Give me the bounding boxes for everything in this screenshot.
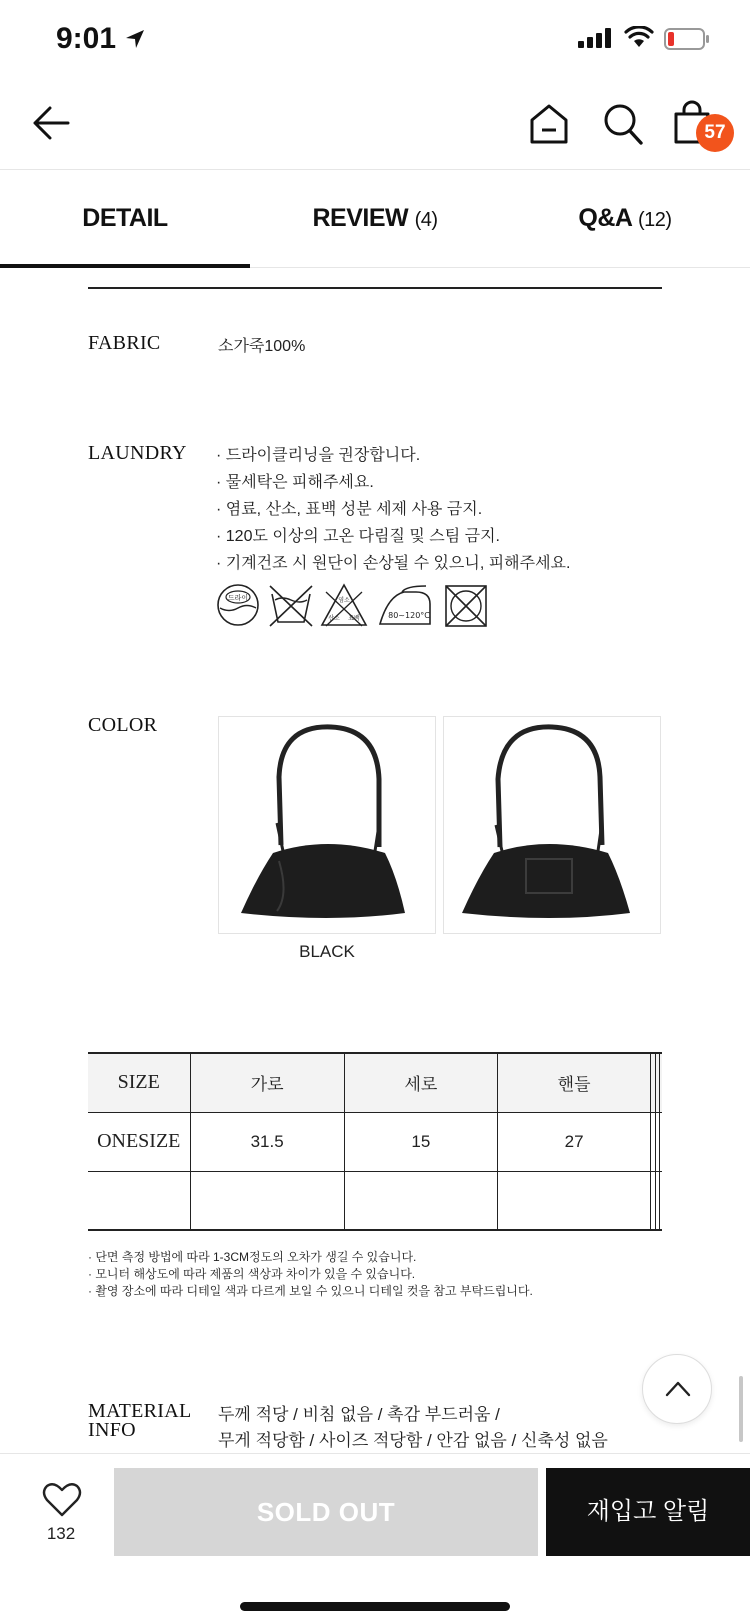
table-row — [88, 1171, 662, 1230]
search-icon[interactable] — [602, 102, 644, 146]
table-header-cell: 핸들 — [497, 1053, 650, 1112]
size-table-header — [88, 1053, 662, 1112]
scroll-to-top-button[interactable] — [642, 1354, 712, 1424]
tab-detail[interactable] — [0, 172, 250, 268]
iron-temp-text: 80~120°C — [388, 611, 430, 620]
table-cell: 15 — [344, 1112, 497, 1171]
table-row — [88, 1112, 662, 1171]
laundry-item: · 120도 이상의 고온 다림질 및 스팀 금지. — [216, 528, 500, 545]
note-item: · 모니터 해상도에 따라 제품의 색상과 차이가 있을 수 있습니다. — [88, 1267, 416, 1281]
table-header-cell: 세로 — [344, 1053, 497, 1112]
wifi-icon — [624, 26, 654, 48]
fabric-value: 소가죽100% — [218, 338, 306, 355]
table-cell: ONESIZE — [88, 1112, 190, 1171]
app-header — [0, 80, 750, 170]
iron-icon — [380, 586, 430, 624]
material-label-line1: MATERIAL — [88, 1400, 192, 1422]
bag-back-image — [444, 717, 660, 933]
color-label: COLOR — [88, 714, 158, 736]
material-line1: 두께 적당 / 비침 없음 / 촉감 부드러움 / — [218, 1405, 500, 1424]
care-symbols — [216, 580, 496, 630]
home-icon[interactable] — [528, 102, 570, 146]
restock-notify-button[interactable]: 재입고 알림 — [546, 1468, 750, 1556]
tab-count: (4) — [414, 209, 438, 231]
bleach-top-text: 염소 — [338, 597, 350, 604]
table-cell — [660, 1112, 662, 1171]
scrollbar[interactable] — [739, 1376, 743, 1442]
bottom-action-bar — [0, 1453, 750, 1623]
battery-low-icon — [664, 28, 710, 50]
no-bleach-icon — [322, 585, 366, 626]
table-cell — [660, 1171, 662, 1230]
dry-clean-icon — [218, 585, 258, 625]
material-line2: 무게 적당함 / 사이즈 적당함 / 안감 없음 / 신축성 없음 — [218, 1431, 608, 1450]
laundry-label: LAUNDRY — [88, 442, 187, 464]
home-indicator — [240, 1602, 510, 1611]
tab-label: Q&A — [578, 204, 632, 232]
laundry-item: · 염료, 산소, 표백 성분 세제 사용 금지. — [216, 501, 483, 518]
size-table — [88, 1052, 662, 1231]
table-cell — [190, 1171, 344, 1230]
laundry-item: · 물세탁은 피해주세요. — [216, 474, 374, 491]
bleach-left-text: 산소 — [328, 615, 340, 622]
table-cell: 31.5 — [190, 1112, 344, 1171]
note-item: · 촬영 장소에 따라 디테일 색과 다르게 보일 수 있으니 디테일 컷을 참고 부탁드립니다. — [88, 1284, 533, 1298]
tab-count: (12) — [638, 209, 672, 231]
status-bar — [0, 0, 750, 80]
section-divider — [88, 287, 662, 289]
material-info-label — [88, 1402, 192, 1440]
chevron-up-icon — [665, 1379, 691, 1399]
laundry-item: · 기계건조 시 원단이 손상될 수 있으니, 피해주세요. — [216, 555, 571, 572]
laundry-item: · 드라이클리닝을 권장합니다. — [216, 447, 421, 464]
no-tumble-dry-icon — [446, 586, 486, 626]
table-cell — [497, 1171, 650, 1230]
no-wash-icon — [270, 586, 312, 626]
material-label-line2: INFO — [88, 1419, 136, 1441]
cellular-signal-icon — [578, 28, 612, 48]
tab-qna[interactable] — [500, 172, 750, 268]
back-arrow-icon[interactable] — [30, 102, 72, 144]
tab-bar — [0, 172, 750, 268]
product-image-back[interactable] — [443, 716, 661, 934]
heart-icon[interactable] — [42, 1482, 82, 1518]
cart-count-badge: 57 — [696, 114, 734, 152]
table-cell: 27 — [497, 1112, 650, 1171]
table-cell — [344, 1171, 497, 1230]
bag-front-image — [219, 717, 435, 933]
table-header-cell: 가로 — [190, 1053, 344, 1112]
location-arrow-icon — [124, 28, 146, 50]
status-time: 9:01 — [56, 22, 117, 55]
fabric-label: FABRIC — [88, 332, 161, 354]
table-header-cell: SIZE — [88, 1053, 190, 1112]
material-info-text — [218, 1402, 608, 1454]
color-name: BLACK — [299, 942, 355, 961]
tab-label: DETAIL — [82, 204, 168, 232]
note-item: · 단면 측정 방법에 따라 1-3CM정도의 오차가 생길 수 있습니다. — [88, 1250, 417, 1264]
tab-label: REVIEW — [312, 204, 409, 232]
like-count: 132 — [46, 1524, 76, 1543]
size-notes — [88, 1249, 533, 1300]
table-cell — [88, 1171, 190, 1230]
laundry-instructions — [216, 442, 570, 577]
table-header-cell — [660, 1053, 662, 1112]
dry-clean-text: 드라이 — [227, 594, 249, 602]
active-tab-indicator — [0, 264, 250, 268]
tab-review[interactable] — [250, 172, 500, 268]
sold-out-button[interactable]: SOLD OUT — [114, 1468, 538, 1556]
bleach-right-text: 표백 — [348, 615, 360, 622]
product-image-front[interactable] — [218, 716, 436, 934]
